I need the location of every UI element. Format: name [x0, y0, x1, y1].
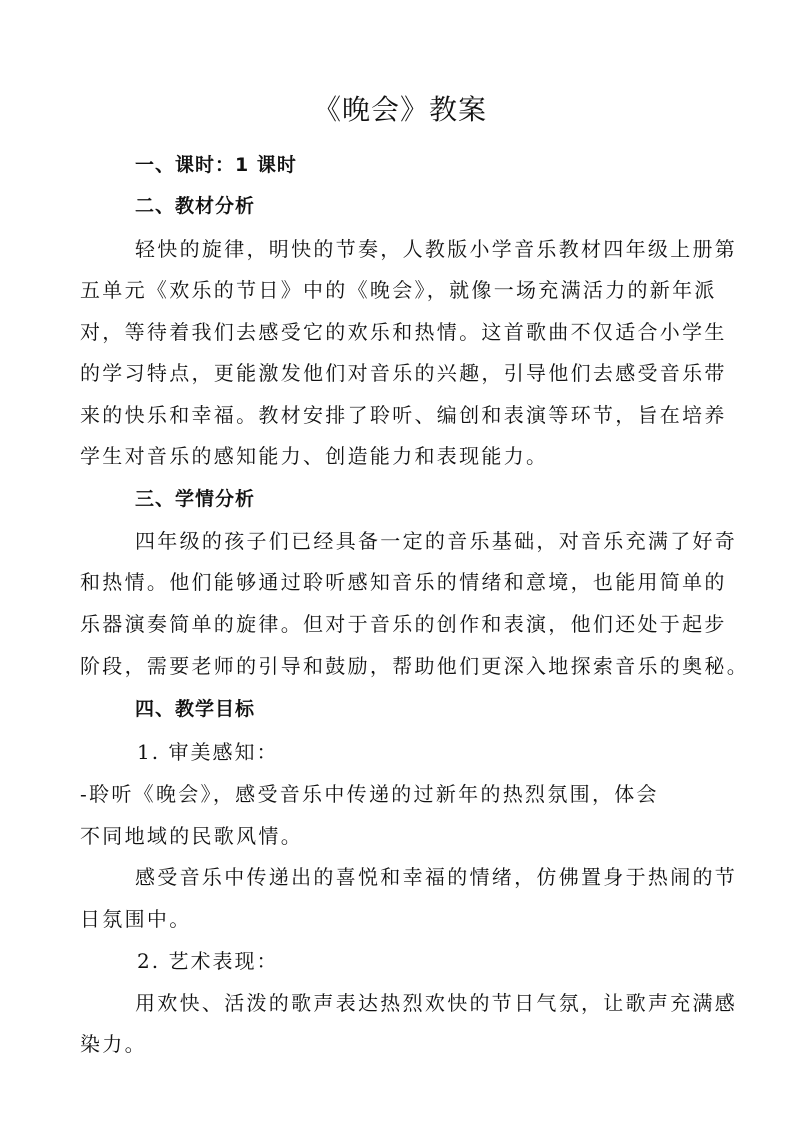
paragraph-line: 轻快的旋律，明快的节奏，人教版小学音乐教材四年级上册第	[135, 237, 738, 261]
paragraph-line: 和热情。他们能够通过聆听感知音乐的情绪和意境，也能用简单的	[80, 570, 727, 594]
paragraph-line: 阶段，需要老师的引导和鼓励，帮助他们更深入地探索音乐的奥秘。	[80, 654, 749, 678]
paragraph-line: 四年级的孩子们已经具备一定的音乐基础，对音乐充满了好奇	[135, 529, 738, 553]
section-heading-material-analysis: 二、教材分析	[135, 195, 256, 217]
paragraph-line: 染力。	[80, 1032, 147, 1056]
document-title: 《晚会》教案	[312, 93, 487, 126]
goal-label-artistic-expression: 2. 艺术表现：	[137, 949, 279, 973]
paragraph-line: -聆听《晚会》，感受音乐中传递的过新年的热烈氛围，体会	[80, 782, 659, 806]
goal-label-aesthetic-perception: 1. 审美感知：	[137, 740, 279, 764]
paragraph-line: 不同地域的民歌风情。	[80, 824, 303, 848]
paragraph-line: 五单元《欢乐的节日》中的《晚会》，就像一场充满活力的新年派	[80, 278, 717, 302]
paragraph-line: 对，等待着我们去感受它的欢乐和热情。这首歌曲不仅适合小学生	[80, 320, 727, 344]
paragraph-line: 的学习特点，更能激发他们对音乐的兴趣，引导他们去感受音乐带	[80, 361, 727, 385]
paragraph-line: 感受音乐中传递出的喜悦和幸福的情绪，仿佛置身于热闹的节	[135, 865, 738, 889]
section-heading-teaching-goals: 四、教学目标	[135, 698, 256, 720]
paragraph-line: 乐器演奏简单的旋律。但对于音乐的创作和表演，他们还处于起步	[80, 612, 727, 636]
paragraph-line: 来的快乐和幸福。教材安排了聆听、编创和表演等环节，旨在培养	[80, 403, 727, 427]
paragraph-line: 学生对音乐的感知能力、创造能力和表现能力。	[80, 444, 549, 468]
paragraph-line: 用欢快、活泼的歌声表达热烈欢快的节日气氛，让歌声充满感	[135, 991, 738, 1015]
paragraph-line: 日氛围中。	[80, 907, 192, 931]
section-heading-student-analysis: 三、学情分析	[135, 488, 256, 510]
section-heading-class-hours: 一、课时：1 课时	[135, 154, 297, 176]
